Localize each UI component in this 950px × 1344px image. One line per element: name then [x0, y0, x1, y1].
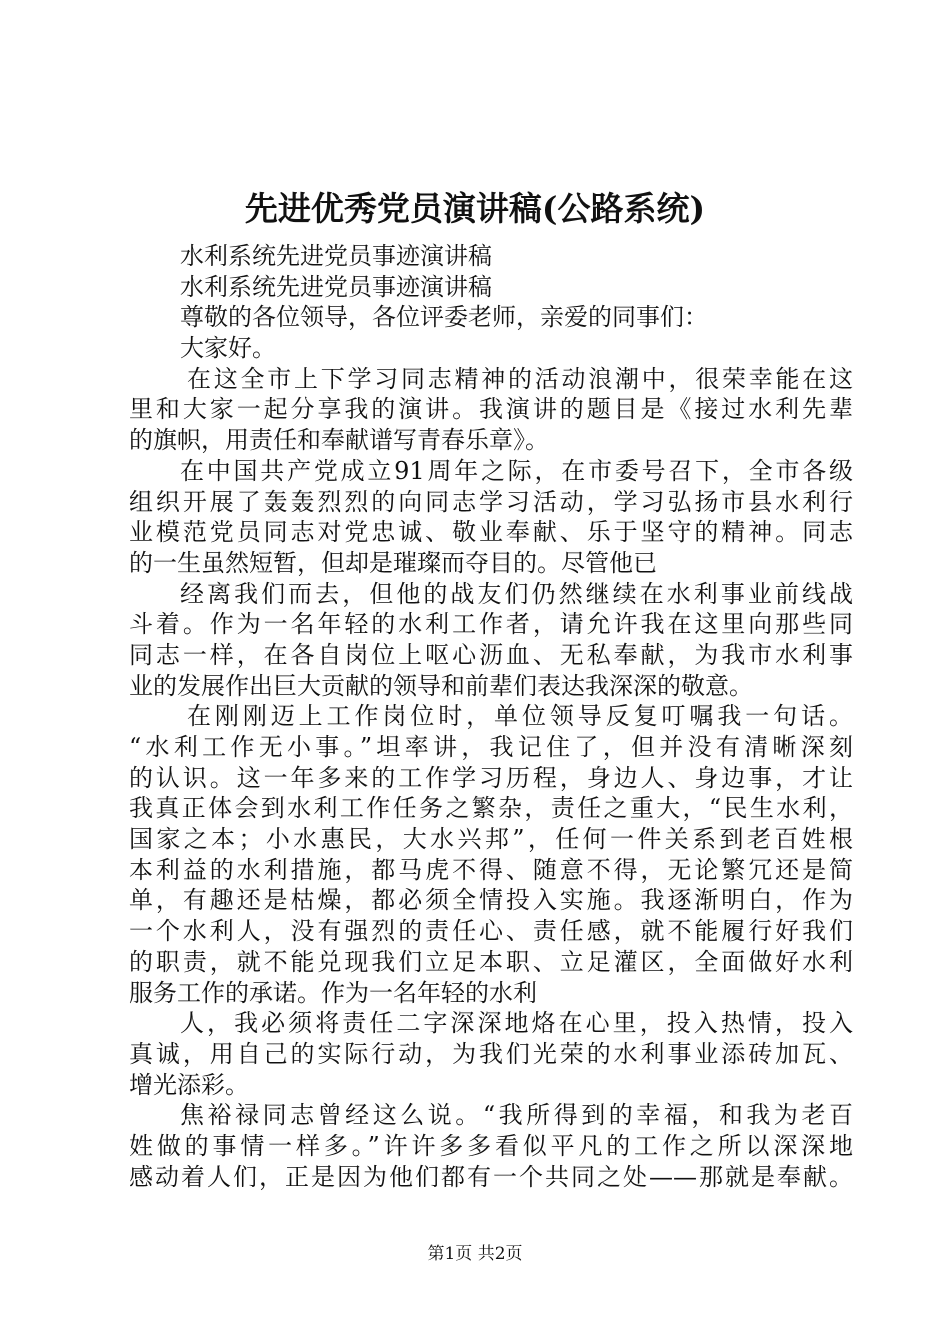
- text-line: 人，我必须将责任二字深深地烙在心里，投入热情，投入: [180, 1009, 853, 1038]
- text-line: 增光添彩。: [129, 1070, 249, 1099]
- text-line: 尊敬的各位领导，各位评委老师，亲爱的同事们：: [180, 303, 708, 332]
- text-line: 经离我们而去，但他的战友们仍然继续在水利事业前线战: [180, 579, 853, 608]
- text-line: 同志一样，在各自岗位上呕心沥血、无私奉献，为我市水利事: [129, 640, 853, 669]
- text-line: 真诚，用自己的实际行动，为我们光荣的水利事业添砖加瓦、: [129, 1039, 853, 1068]
- text-line: 里和大家一起分享我的演讲。我演讲的题目是《接过水利先辈: [129, 395, 853, 424]
- text-line: 业的发展作出巨大贡献的领导和前辈们表达我深深的敬意。: [129, 671, 753, 700]
- text-line: 一个水利人，没有强烈的责任心、责任感，就不能履行好我们: [129, 917, 853, 946]
- document-body: [129, 241, 853, 1192]
- text-line: 在中国共产党成立91周年之际，在市委号召下，全市各级: [180, 456, 853, 485]
- text-line: 在刚刚迈上工作岗位时，单位领导反复叮嘱我一句话。: [187, 702, 853, 731]
- text-line: 的职责，就不能兑现我们立足本职、立足灌区，全面做好水利: [129, 947, 853, 976]
- page-footer: 第1页 共2页: [427, 1244, 523, 1264]
- text-line: 的认识。这一年多来的工作学习历程，身边人、身边事，才让: [129, 763, 853, 792]
- text-line: 本利益的水利措施，都马虎不得、随意不得，无论繁冗还是简: [129, 855, 853, 884]
- text-line: 大家好。: [180, 334, 276, 363]
- text-line: 的旗帜，用责任和奉献谱写青春乐章》。: [129, 426, 549, 455]
- text-line: 水利系统先进党员事迹演讲稿: [180, 272, 492, 301]
- text-line: 我真正体会到水利工作任务之繁杂，责任之重大，“民生水利，: [129, 794, 853, 823]
- text-line: 感动着人们，正是因为他们都有一个共同之处——那就是奉献。: [129, 1162, 853, 1191]
- text-line: 斗着。作为一名年轻的水利工作者，请允许我在这里向那些同: [129, 610, 853, 639]
- text-line: 组织开展了轰轰烈烈的向同志学习活动，学习弘扬市县水利行: [129, 487, 853, 516]
- text-line: 姓做的事情一样多。”许许多多看似平凡的工作之所以深深地: [129, 1131, 853, 1160]
- text-line: 的一生虽然短暂，但却是璀璨而夺目的。尽管他已: [129, 548, 657, 577]
- text-line: 焦裕禄同志曾经这么说。“我所得到的幸福，和我为老百: [180, 1101, 853, 1130]
- text-line: 国家之本；小水惠民，大水兴邦”，任何一件关系到老百姓根: [129, 825, 853, 854]
- text-line: 水利系统先进党员事迹演讲稿: [180, 242, 492, 270]
- text-line: 服务工作的承诺。作为一名年轻的水利: [129, 978, 537, 1007]
- text-line: 业模范党员同志对党忠诚、敬业奉献、乐于坚守的精神。同志: [129, 518, 853, 547]
- document-title: 先进优秀党员演讲稿(公路系统): [244, 189, 706, 228]
- text-line: 单，有趣还是枯燥，都必须全情投入实施。我逐渐明白，作为: [129, 886, 853, 915]
- text-line: 在这全市上下学习同志精神的活动浪潮中，很荣幸能在这: [187, 364, 853, 393]
- text-line: “水利工作无小事。”坦率讲，我记住了，但并没有清晰深刻: [129, 733, 853, 761]
